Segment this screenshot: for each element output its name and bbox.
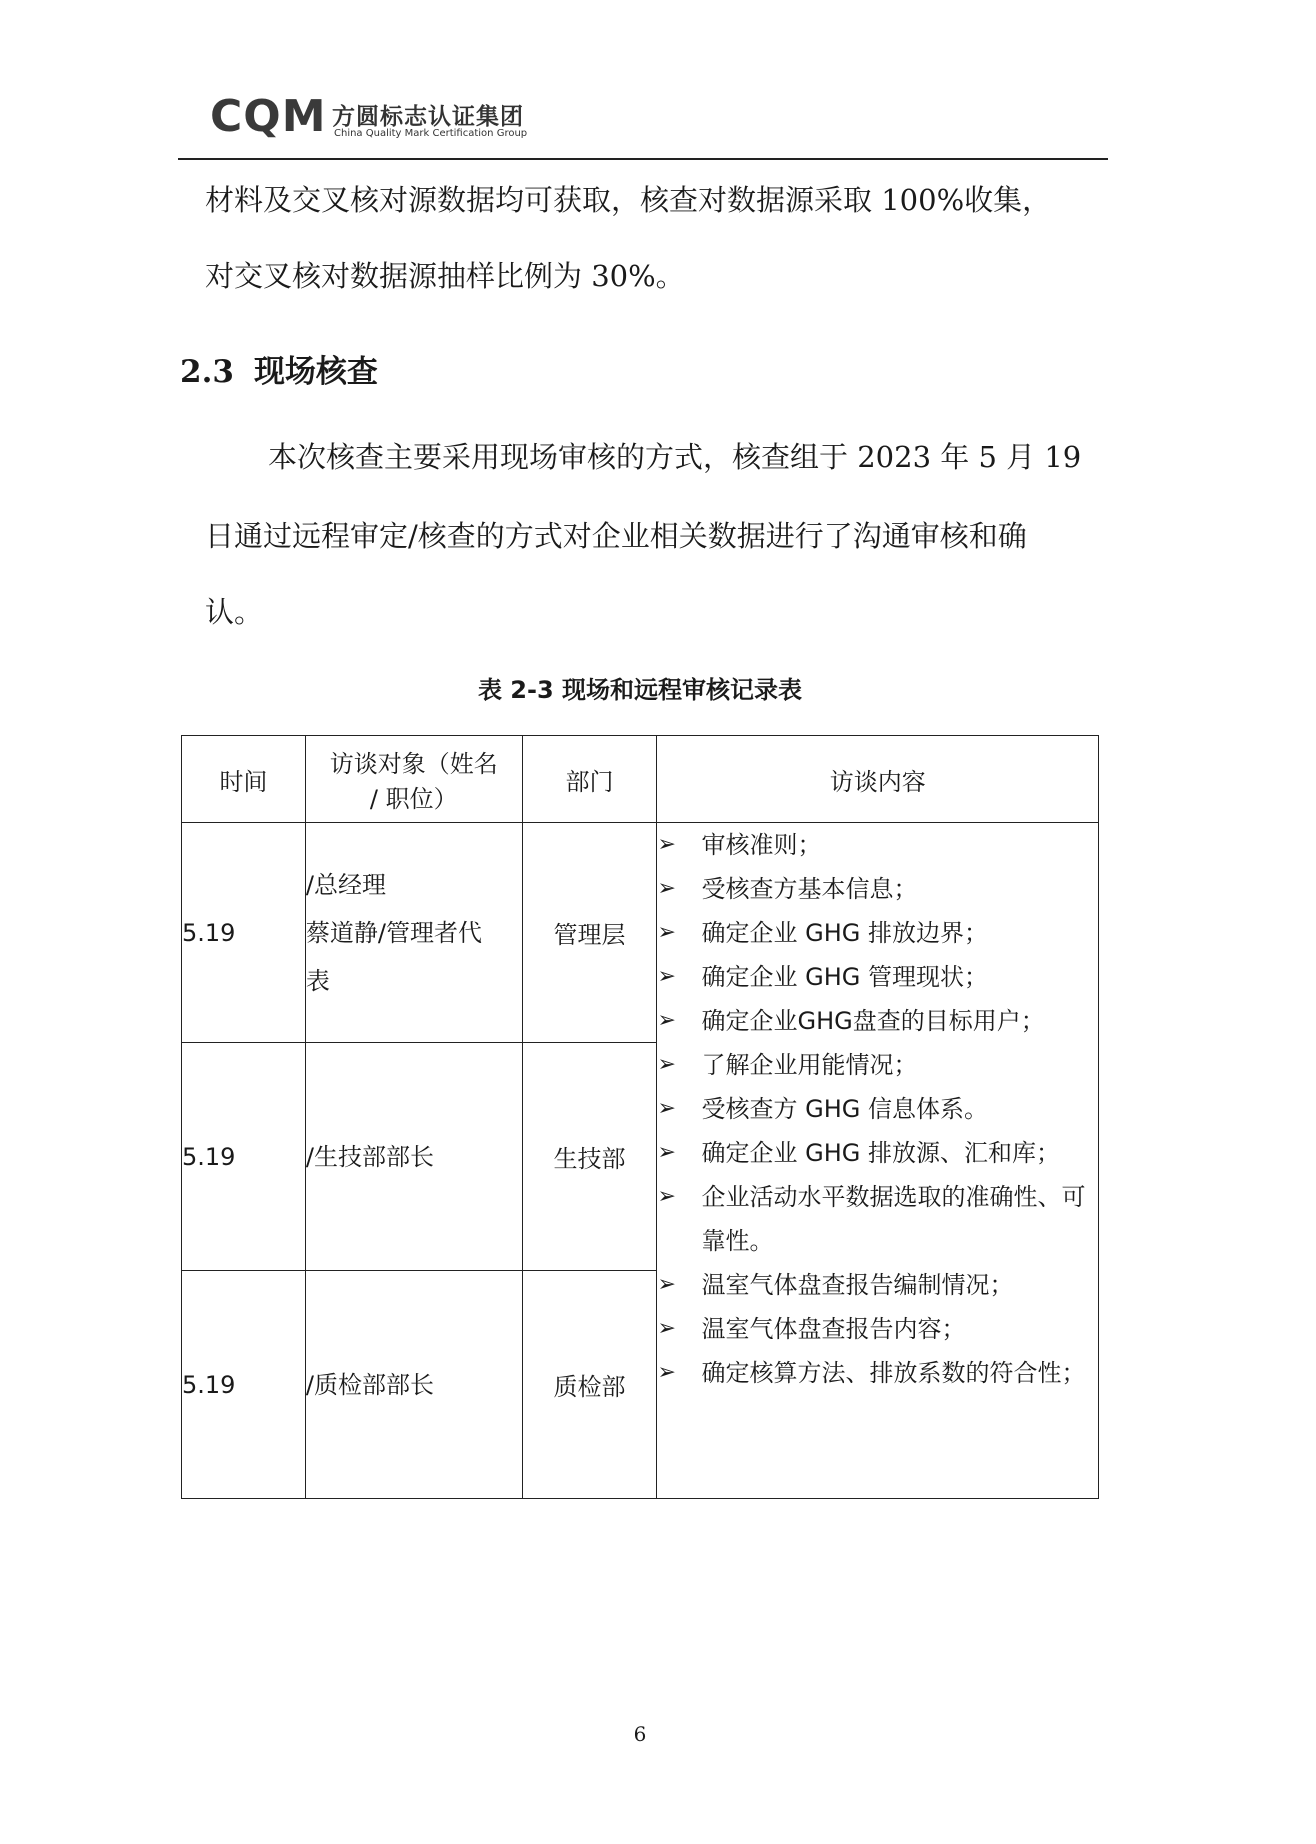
person-line: /质检部部长 [305, 1370, 434, 1399]
row-person [305, 1043, 522, 1271]
intro-line-1: 材料及交叉核对源数据均可获取，核查对数据源采取 100%收集， [205, 183, 1052, 217]
interview-content-list [657, 823, 1099, 1499]
content-item [657, 1307, 1098, 1351]
row-person [305, 1271, 522, 1499]
intro-line-2: 对交叉核对数据源抽样比例为 30%。 [205, 259, 685, 293]
cqm-logo-mark: CQM [210, 91, 327, 142]
content-item [657, 1175, 1098, 1263]
content-item-text: 确定企业 GHG 排放边界； [701, 919, 988, 947]
row-time: 5.19 [182, 1271, 306, 1499]
org-name-cn: 方圆标志认证集团 [332, 104, 524, 130]
content-item [657, 911, 1098, 955]
header-department: 部门 [522, 736, 657, 823]
arrow-bullet-icon: ➢ [657, 1316, 676, 1341]
content-item-text: 受核查方基本信息； [701, 875, 918, 903]
arrow-bullet-icon: ➢ [657, 1140, 676, 1165]
arrow-bullet-icon: ➢ [657, 1008, 676, 1033]
content-item-text: 温室气体盘查报告编制情况； [701, 1271, 1014, 1299]
content-item-text: 确定核算方法、排放系数的符合性； [701, 1359, 1086, 1387]
content-item-text: 企业活动水平数据选取的准确性、可靠性。 [701, 1183, 1086, 1255]
content-item-text: 温室气体盘查报告内容； [701, 1315, 966, 1343]
person-line: 蔡道静/管理者代 [305, 918, 482, 947]
content-item-text: 确定企业 GHG 管理现状； [701, 963, 988, 991]
person-line: /总经理 [305, 870, 386, 899]
row-person [305, 823, 522, 1043]
section-para-line-1: 本次核查主要采用现场审核的方式，核查组于 2023 年 5 月 19 [268, 440, 1082, 474]
content-item [657, 1351, 1098, 1395]
header-logo [210, 88, 550, 148]
org-name-en: China Quality Mark Certification Group [334, 128, 528, 139]
content-item [657, 1263, 1098, 1307]
page-number: 6 [633, 1722, 647, 1746]
section-number: 2.3 [180, 354, 234, 390]
content-item-text: 审核准则； [701, 831, 822, 859]
arrow-bullet-icon: ➢ [657, 832, 676, 857]
content-item [657, 1087, 1098, 1131]
section-para-line-3: 认。 [205, 595, 264, 629]
content-item [657, 867, 1098, 911]
content-item-text: 确定企业 GHG 排放源、汇和库； [701, 1139, 1060, 1167]
header-interviewee [305, 736, 522, 823]
person-line: 表 [305, 966, 330, 995]
table-header-row [182, 736, 1099, 823]
audit-record-table [181, 735, 1099, 1499]
content-item [657, 999, 1098, 1043]
arrow-bullet-icon: ➢ [657, 1272, 676, 1297]
arrow-bullet-icon: ➢ [657, 920, 676, 945]
header-interviewee-line-1: 访谈对象（姓名 [329, 750, 498, 778]
table-row [182, 823, 1099, 1043]
header-divider [178, 158, 1108, 160]
section-title: 现场核查 [253, 354, 378, 390]
content-item [657, 1131, 1098, 1175]
section-para-line-2: 日通过远程审定/核查的方式对企业相关数据进行了沟通审核和确 [205, 519, 1027, 553]
content-item [657, 955, 1098, 999]
section-heading [180, 346, 378, 391]
header-content: 访谈内容 [657, 736, 1099, 823]
arrow-bullet-icon: ➢ [657, 964, 676, 989]
header-interviewee-line-2: / 职位） [369, 785, 458, 813]
person-line: /生技部部长 [305, 1142, 434, 1171]
arrow-bullet-icon: ➢ [657, 876, 676, 901]
content-item-text: 了解企业用能情况； [701, 1051, 918, 1079]
row-department: 质检部 [522, 1271, 657, 1499]
row-time: 5.19 [182, 823, 306, 1043]
row-department: 生技部 [522, 1043, 657, 1271]
row-time: 5.19 [182, 1043, 306, 1271]
row-department: 管理层 [522, 823, 657, 1043]
content-item-text: 受核查方 GHG 信息体系。 [701, 1095, 988, 1123]
arrow-bullet-icon: ➢ [657, 1184, 676, 1209]
arrow-bullet-icon: ➢ [657, 1360, 676, 1385]
content-item-text: 确定企业GHG盘查的目标用户； [701, 1007, 1045, 1035]
arrow-bullet-icon: ➢ [657, 1052, 676, 1077]
content-item [657, 1043, 1098, 1087]
content-item [657, 823, 1098, 867]
header-time: 时间 [182, 736, 306, 823]
table-caption: 表 2-3 现场和远程审核记录表 [477, 676, 803, 704]
arrow-bullet-icon: ➢ [657, 1096, 676, 1121]
